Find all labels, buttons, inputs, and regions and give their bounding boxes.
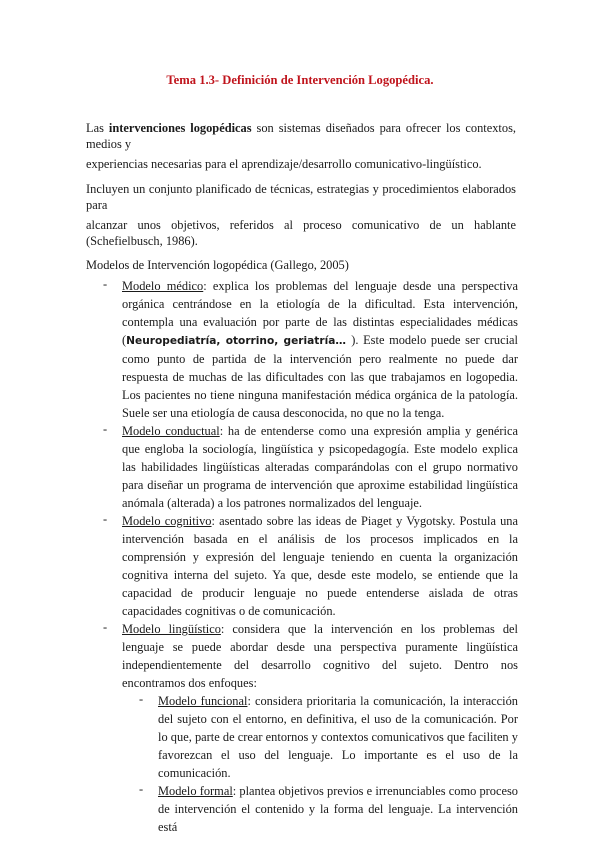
bold-term: intervenciones logopédicas [108,121,252,135]
list-dash: - [139,782,144,796]
sub-models-list [122,692,518,836]
intro-paragraph-1-line-1: Las intervenciones logopédicas son sistemas diseñados para ofrecer los contextos, medios y [86,121,516,151]
list-item: - Modelo lingüístico: considera que la intervención en los problemas del lenguaje se puede abordar desde una perspectiva puramente lingüística independientemente del desarrollo cognitivo del sujeto. Dentro nos encontramos dos enfoques: - Modelo funcional: considera prioritaria la comunicación, la interacción del sujeto con el entorno, en definitiva, el uso de la comunicación. Por lo que, parte de crear entornos y contextos comunicativos que faciliten y favorezcan el uso del lenguaje. Lo importante es el uso de la comunicación. - Modelo formal: plantea objetivos previos e irrenunciables como proceso de intervención el contenido y la forma del lenguaje. La intervención está [103,620,519,834]
list-dash: - [139,692,144,706]
page-title: Tema 1.3- Definición de Intervención Logopédica. [166,73,434,87]
sub-model-name: Modelo formal [158,784,233,798]
list-dash: - [103,277,108,291]
intro-paragraph-1-line-2: experiencias necesarias para el aprendizaje/desarrollo comunicativo-lingüístico. [86,157,482,171]
list-dash: - [103,620,108,634]
sub-list-item: - Modelo formal: plantea objetivos previos e irrenunciables como proceso de intervención el contenido y la forma del lenguaje. La intervención está [139,782,519,834]
intro-paragraph-3: Modelos de Intervención logopédica (Gallego, 2005) [86,258,349,272]
sub-list-item: - Modelo funcional: considera prioritaria la comunicación, la interacción del sujeto con el entorno, en definitiva, el uso de la comunicación. Por lo que, parte de crear entornos y contextos comunicativos que faciliten y favorezcan el uso del lenguaje. Lo importante es el uso de la comunicación. [139,692,518,780]
intro-paragraph-2-line-1: Incluyen un conjunto planificado de técnicas, estrategias y procedimientos elaborados para [86,182,516,212]
sub-model-name: Modelo funcional [158,694,248,708]
list-dash: - [103,512,108,526]
list-dash: - [103,422,108,436]
list-item: - Modelo médico: explica los problemas del lenguaje desde una perspectiva orgánica centrándose en la etiología de la dificultad. Esta intervención, contempla una evaluación por parte de las distintas especialidades médicas (Neuropediatría, otorrino, geriatría… ). Este modelo puede ser crucial como punto de partida de la intervención pero realmente no puede dar respuesta de muchas de las dificultades con las que trabajamos en logopedia. Los pacientes no tiene ninguna manifestación médica orgánica de la patología. Suele ser una etiología de causa desconocida, no que no la tenga. [103,277,518,420]
model-name: Modelo médico [122,279,204,293]
list-item: - Modelo conductual: ha de entenderse como una expresión amplia y genérica que engloba la sociología, lingüística y psicopedagogía. Este modelo explica las habilidades lingüísticas alteradas comparándolas con el grupo normativo para diseñar un programa de intervención que aproxime estabilidad lingüística anómala (alterada) a los patrones normalizados del lenguaje. [103,422,518,510]
intro-paragraph-2-line-2: alcanzar unos objetivos, referidos al proceso comunicativo de un hablante (Schefielbusch, 1986). [86,218,516,248]
models-list [86,277,518,836]
specialties-text: Neuropediatría, otorrino, geriatría… [126,335,352,347]
model-name: Modelo cognitivo [122,514,212,528]
list-item: - Modelo cognitivo: asentado sobre las ideas de Piaget y Vygotsky. Postula una intervención basada en el análisis de los procesos implicados en la comprensión y expresión del lenguaje teniendo en cuenta la organización cognitiva interna del sujeto. Ya que, desde este modelo, se entiende que la capacidad de producir lenguaje no puede entenderse aislada de otras capacidades cognitivas o de comunicación. [103,512,519,618]
model-name: Modelo conductual [122,424,220,438]
model-name: Modelo lingüístico [122,622,221,636]
